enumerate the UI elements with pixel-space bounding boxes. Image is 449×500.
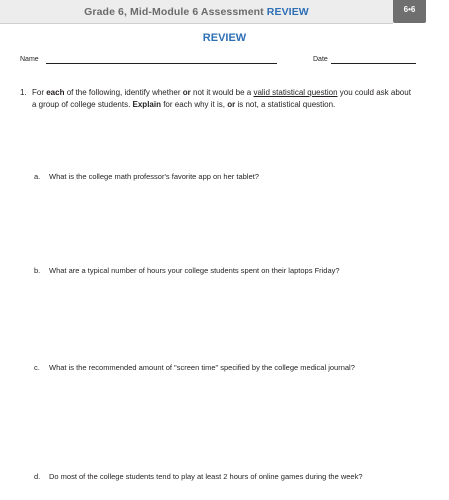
subquestion-b <box>34 265 424 276</box>
subquestion-label: d. <box>34 472 41 481</box>
page-title: REVIEW <box>202 32 247 44</box>
question-bold-or: or <box>227 100 236 109</box>
question-text-part: of the following, identify whether <box>64 88 183 97</box>
header-title-prefix: Grade 6, Mid-Module 6 Assessment <box>84 6 267 18</box>
date-field-line[interactable] <box>331 63 416 64</box>
question-bold-or: or <box>182 88 191 97</box>
name-field-line[interactable] <box>46 63 277 64</box>
subquestion-text: What is the college math professor's favorite app on her tablet? <box>49 172 259 181</box>
header-bar <box>0 0 393 24</box>
subquestion-label: c. <box>34 363 40 372</box>
question-text <box>32 87 415 111</box>
subquestion-text: Do most of the college students tend to play at least 2 hours of online games during the week? <box>49 472 363 481</box>
subquestion-text: What is the recommended amount of "screen time" specified by the college medical journal? <box>49 363 355 372</box>
subquestion-label: a. <box>34 172 41 181</box>
question-1 <box>20 87 415 111</box>
header-title-accent: REVIEW <box>266 6 309 18</box>
subquestion-d <box>34 471 394 482</box>
subquestion-a <box>34 171 424 182</box>
question-text-part: not it would be a <box>190 88 254 97</box>
date-label: Date <box>313 56 328 63</box>
question-text-part: for each why it is, <box>160 100 228 109</box>
name-label: Name <box>20 56 39 63</box>
header-title <box>0 6 393 18</box>
module-tab: 6•6 <box>393 0 426 23</box>
question-bold-explain: Explain <box>132 100 161 109</box>
subquestion-text: What are a typical number of hours your college students spent on their laptops Friday? <box>49 266 340 275</box>
question-text-part: For <box>32 88 47 97</box>
question-number: 1. <box>20 88 27 97</box>
question-underline-term: valid statistical question <box>253 88 338 97</box>
question-bold-each: each <box>46 88 65 97</box>
subquestion-c <box>34 362 424 373</box>
question-text-part: is not, a statistical question. <box>235 100 336 109</box>
question-text-part: you could ask about a group of college students. <box>32 88 411 109</box>
subquestion-label: b. <box>34 266 41 275</box>
